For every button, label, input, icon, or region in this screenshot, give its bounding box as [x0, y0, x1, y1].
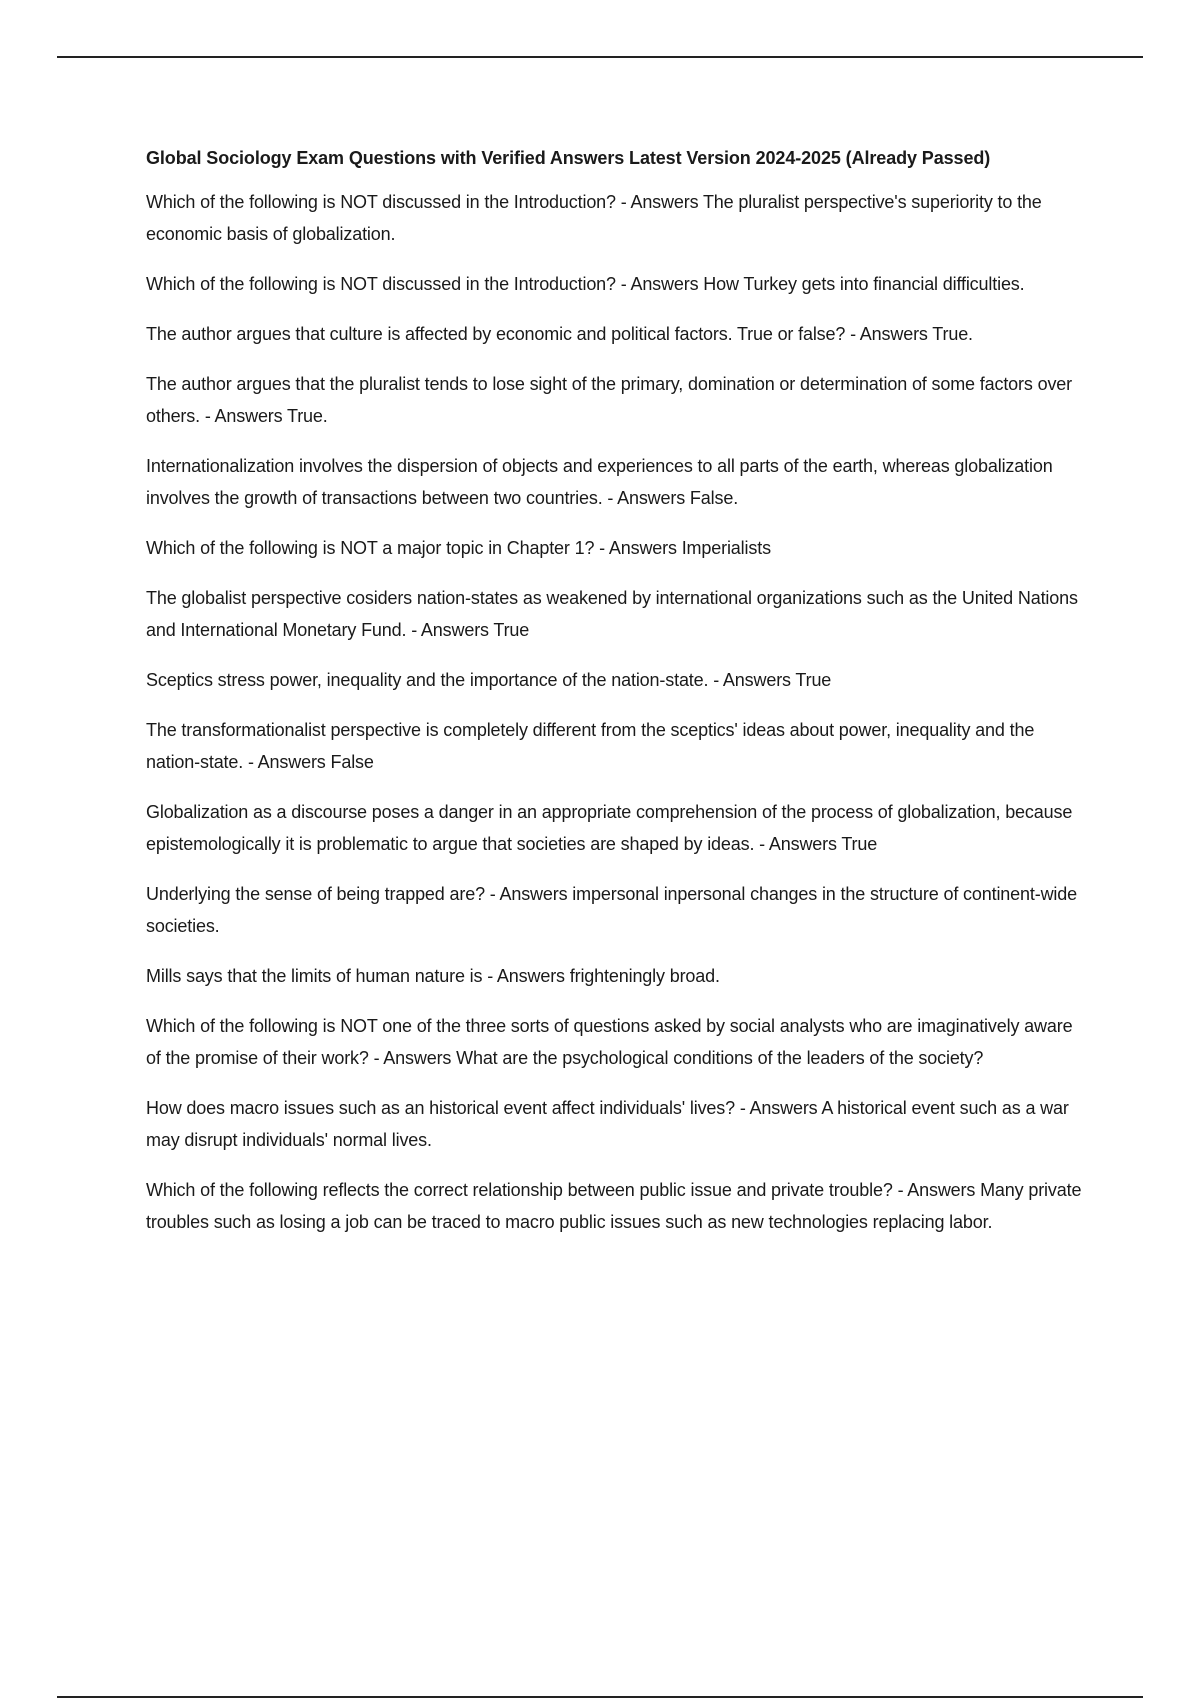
qa-item: Which of the following is NOT one of the three sorts of questions asked by social analysts who are imaginatively aware of the promise of their work? - Answers What are the psychological conditions of the leaders of the society?	[146, 1016, 1073, 1068]
document-body	[146, 142, 1086, 1256]
qa-item: Sceptics stress power, inequality and the importance of the nation-state. - Answers True	[146, 670, 832, 690]
qa-item: Underlying the sense of being trapped are? - Answers impersonal inpersonal changes in the structure of continent-wide societies.	[146, 884, 1078, 936]
qa-item: How does macro issues such as an historical event affect individuals' lives? - Answers A historical event such as a war may disrupt individuals' normal lives.	[146, 1098, 1069, 1150]
qa-item: Which of the following is NOT a major topic in Chapter 1? - Answers Imperialists	[146, 538, 771, 558]
qa-item: The transformationalist perspective is completely different from the sceptics' ideas about power, inequality and the nation-state. - Answers False	[146, 720, 1035, 772]
document-title: Global Sociology Exam Questions with Verified Answers Latest Version 2024-2025 (Already Passed)	[146, 148, 991, 168]
top-divider	[57, 56, 1143, 58]
qa-list	[146, 186, 1086, 1238]
qa-item: Globalization as a discourse poses a danger in an appropriate comprehension of the process of globalization, because epistemologically it is problematic to argue that societies are shaped by ideas. - Answers True	[146, 802, 1073, 854]
qa-item: Which of the following is NOT discussed in the Introduction? - Answers The pluralist perspective's superiority to the economic basis of globalization.	[146, 192, 1042, 244]
qa-item: The author argues that culture is affected by economic and political factors. True or false? - Answers True.	[146, 324, 973, 344]
bottom-divider	[57, 1696, 1143, 1698]
qa-item: The author argues that the pluralist tends to lose sight of the primary, domination or determination of some factors over others. - Answers True.	[146, 374, 1073, 426]
qa-item: Which of the following is NOT discussed in the Introduction? - Answers How Turkey gets into financial difficulties.	[146, 274, 1025, 294]
qa-item: Mills says that the limits of human nature is - Answers frighteningly broad.	[146, 966, 720, 986]
qa-item: Internationalization involves the dispersion of objects and experiences to all parts of the earth, whereas globalization involves the growth of transactions between two countries. - Answers False.	[146, 456, 1053, 508]
qa-item: The globalist perspective cosiders nation-states as weakened by international organizations such as the United Nations and International Monetary Fund. - Answers True	[146, 588, 1078, 640]
qa-item: Which of the following reflects the correct relationship between public issue and private trouble? - Answers Many private troubles such as losing a job can be traced to macro public issues such as new technologies replacing labor.	[146, 1180, 1082, 1232]
